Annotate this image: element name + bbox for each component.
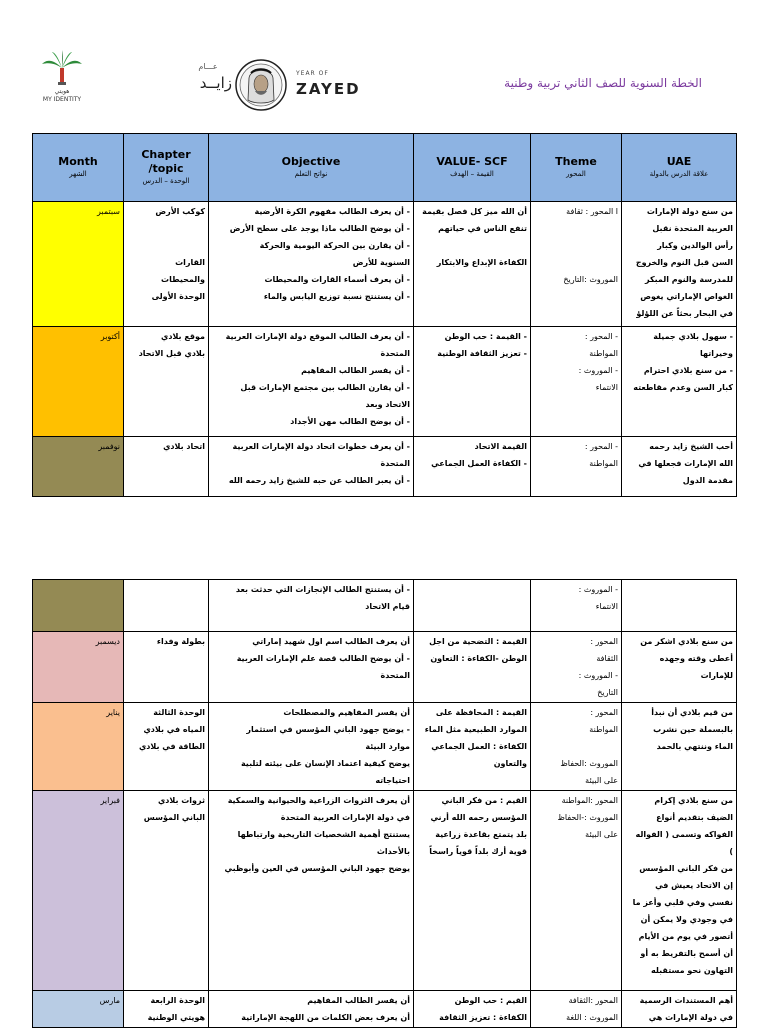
month-cell: سبتمبر	[33, 202, 124, 327]
uae-line: أهم المستندات الرسمية	[639, 996, 733, 1005]
page-title: الخطة السنوية للصف الثاني تربية وطنية	[504, 76, 702, 90]
objective-line: السنوية للأرض	[352, 258, 410, 267]
chapter-line: ثروات بلادي	[157, 796, 205, 805]
theme-line: المحور :المواطنة	[561, 796, 618, 805]
uae-line: أتصور في يوم من الأيام	[638, 932, 733, 941]
theme-line: - الموروث :	[578, 585, 618, 594]
zayed-arabic-name: زايــد	[199, 74, 232, 92]
table-row	[33, 580, 737, 632]
uae-line: من سنع دولة الإمارات	[646, 207, 733, 216]
theme-cell	[531, 202, 622, 327]
table-row	[33, 327, 737, 437]
chapter-line: والمحيطات	[161, 275, 205, 284]
table-row	[33, 632, 737, 703]
objective-line: - أن يستنتج نسبة توزيع اليابس والماء	[263, 292, 410, 301]
uae-cell	[622, 632, 737, 703]
month-cell: يناير	[33, 703, 124, 791]
chapter-cell	[124, 202, 209, 327]
value-line: الوطن -الكفاءة : التعاون	[430, 654, 527, 663]
chapter-line: الوحدة الأولى	[151, 292, 205, 301]
objective-line: موارد البيئة	[365, 742, 410, 751]
uae-line: الضيف بتقديم أنواع	[656, 813, 733, 822]
uae-line: أن أسمح بالتفريط به أو	[640, 949, 733, 958]
year-of-zayed-logo	[168, 58, 368, 118]
value-cell	[414, 632, 531, 703]
zayed-name: ZAYED	[296, 80, 361, 98]
chapter-line: الوحدة الرابعة	[150, 996, 205, 1005]
theme-line: المحور :الثقافة	[568, 996, 618, 1005]
chapter-line: الوحدة الثالثة	[153, 708, 205, 717]
objective-line: - أن يعرف الطالب مفهوم الكرة الأرضية	[254, 207, 410, 216]
theme-line: المحور :	[590, 637, 618, 646]
table-row	[33, 703, 737, 791]
value-line: الكفاءة : العمل الجماعي	[431, 742, 527, 751]
objective-line: أن يعرف الثروات الزراعية والحيوانية والسمكية	[227, 796, 410, 805]
objective-line: - أن يقارن بين الحركة اليومية والحركة	[259, 241, 410, 250]
chapter-cell	[124, 580, 209, 632]
value-line	[417, 581, 527, 598]
value-line: الكفاءة : تعزيز الثقافة	[439, 1013, 527, 1022]
page-header	[0, 0, 768, 130]
my-identity-arabic: هويتي	[54, 88, 70, 95]
uae-line: مقدمة الدول	[682, 476, 733, 485]
value-line: - تعزيز الثقافة الوطنية	[437, 349, 527, 358]
objective-cell	[209, 791, 414, 991]
theme-line: - الموروث :	[578, 671, 618, 680]
theme-line: الثقافة	[596, 654, 618, 663]
objective-cell	[209, 327, 414, 437]
value-line: تنفع الناس في حياتهم	[438, 224, 527, 233]
objective-line: المتحدة	[380, 459, 410, 468]
chapter-cell	[124, 991, 209, 1028]
objective-line: - أن يفسر الطالب المفاهيم	[301, 366, 410, 375]
chapter-line	[127, 237, 205, 254]
theme-cell	[531, 632, 622, 703]
uae-line: من قيم بلادي أن نبدأ	[651, 708, 733, 717]
chapter-line: اتحاد بلادي	[163, 442, 205, 451]
theme-line: على البيئة	[585, 830, 618, 839]
chapter-cell	[124, 632, 209, 703]
chapter-cell	[124, 791, 209, 991]
zayed-portrait-icon	[234, 58, 288, 112]
value-line: قوية أرك بلداً قوياً راسخاً	[429, 847, 527, 856]
theme-line: على البيئة	[585, 776, 618, 785]
annual-plan-table-2	[32, 579, 737, 1028]
objective-cell	[209, 703, 414, 791]
uae-line	[625, 581, 733, 598]
objective-line: - أن يعرف الطالب الموقع دولة الإمارات العربية	[225, 332, 410, 341]
value-cell	[414, 202, 531, 327]
chapter-line: كوكب الأرض	[155, 207, 205, 216]
objective-line: - أن يعرف خطوات اتحاد دولة الإمارات العربية	[232, 442, 410, 451]
column-header-chapter: Chapter /topic الوحدة – الدرس	[124, 134, 209, 202]
uae-line: أعطى وقته وجهده	[659, 654, 733, 663]
theme-line: - المحور :	[584, 332, 618, 341]
table-row	[33, 991, 737, 1028]
uae-line: في دولة الإمارات هي	[648, 1013, 733, 1022]
month-cell	[33, 580, 124, 632]
uae-cell	[622, 791, 737, 991]
theme-line	[534, 237, 618, 254]
zayed-arabic-year: عـــام	[198, 62, 218, 71]
theme-line: المواطنة	[589, 725, 618, 734]
uae-line: كبار السن وعدم مقاطعته	[633, 383, 733, 392]
uae-line: الماء وننتهي بالحمد	[656, 742, 733, 751]
theme-cell	[531, 791, 622, 991]
theme-line	[534, 220, 618, 237]
table-row	[33, 791, 737, 991]
chapter-line: الطاقة في بلادي	[138, 742, 205, 751]
palm-tree-icon	[22, 50, 102, 88]
objective-line: أن يفسر الطالب المفاهيم	[307, 996, 410, 1005]
uae-line: للمدرسة والنوم المبكر	[644, 275, 733, 284]
month-cell: أكتوبر	[33, 327, 124, 437]
uae-line: من سنع بلادي إكرام	[654, 796, 733, 805]
table-row	[33, 437, 737, 497]
objective-line: - أن يستنتج الطالب الإنجازات التي حدثت بعد	[235, 585, 410, 594]
objective-line: في دولة الإمارات العربية المتحدة	[280, 813, 410, 822]
theme-cell	[531, 437, 622, 497]
chapter-line: بطولة وفداء	[156, 637, 205, 646]
objective-line: الاتحاد وبعد	[365, 400, 410, 409]
column-header-value: VALUE- SCF القيمة – الهدف	[414, 134, 531, 202]
theme-cell	[531, 703, 622, 791]
theme-line: الانتماء	[595, 602, 618, 611]
objective-cell	[209, 437, 414, 497]
theme-line	[534, 254, 618, 271]
theme-line: الموروث :-الحفاظ	[557, 813, 618, 822]
uae-line: بالبسملة حين نشرب	[653, 725, 733, 734]
table-header-row	[33, 134, 737, 202]
my-identity-english: MY IDENTITY	[42, 96, 82, 103]
theme-cell	[531, 580, 622, 632]
value-line: القيم : حب الوطن	[454, 996, 527, 1005]
theme-line: المحور :	[590, 708, 618, 717]
value-line: بلد يتمتع بقاعدة زراعية	[435, 830, 527, 839]
objective-line: - أن يقارن الطالب بين مجتمع الإمارات قبل	[240, 383, 410, 392]
chapter-line: المياه في بلادي	[143, 725, 205, 734]
chapter-line	[127, 220, 205, 237]
zayed-year-of: YEAR OF	[296, 70, 329, 77]
objective-line: المتحدة	[380, 349, 410, 358]
objective-line: أن يعرف بعض الكلمات من اللهجة الإماراتية	[241, 1013, 410, 1022]
value-line: القيم : من فكر الباني	[441, 796, 527, 805]
month-cell: فبراير	[33, 791, 124, 991]
theme-cell	[531, 991, 622, 1028]
column-header-uae: UAE علاقة الدرس بالدولة	[622, 134, 737, 202]
uae-line: رأس الوالدين وكبار	[657, 241, 733, 250]
theme-cell	[531, 327, 622, 437]
value-cell	[414, 991, 531, 1028]
theme-line: - الموروث :	[578, 366, 618, 375]
month-cell: مارس	[33, 991, 124, 1028]
chapter-line: موقع بلادي	[161, 332, 205, 341]
objective-cell	[209, 202, 414, 327]
value-line: القيمة : المحافظة على	[435, 708, 527, 717]
objective-line: - أن يوضح الطالب قصة علم الإمارات العربية	[236, 654, 410, 663]
value-line: القيمة : التضحية من اجل	[429, 637, 527, 646]
value-line: المؤسس رحمه الله أرني	[430, 813, 527, 822]
chapter-cell	[124, 437, 209, 497]
objective-line: يوضح جهود الباني المؤسس في العين وأبوظبي	[224, 864, 410, 873]
uae-line: نفسي وفي قلبي وأعز ما	[632, 898, 733, 907]
objective-cell	[209, 991, 414, 1028]
uae-cell	[622, 580, 737, 632]
theme-line: المواطنة	[589, 459, 618, 468]
uae-line: - من سنع بلادي احترام	[643, 366, 733, 375]
value-cell	[414, 791, 531, 991]
uae-line: من فكر الباني المؤسس	[639, 864, 733, 873]
theme-line: التاريخ	[597, 688, 618, 697]
uae-line: التهاون نحو مستقبله	[651, 966, 733, 975]
value-cell	[414, 327, 531, 437]
uae-line: في البحار بحثاً عن اللؤلؤ	[636, 309, 733, 318]
value-cell	[414, 437, 531, 497]
uae-line: الغواص الإماراتي يغوص	[640, 292, 733, 301]
uae-line: للإمارات	[700, 671, 733, 680]
chapter-cell	[124, 327, 209, 437]
uae-line: - سهول بلادي جميلة	[653, 332, 733, 341]
objective-line: يوضح كيفية اعتماد الإنسان على بيئته لتلبية	[240, 759, 410, 768]
theme-line: الموروث :الحفاظ	[560, 759, 618, 768]
theme-line	[534, 738, 618, 755]
uae-line: السن قبل النوم والخروج	[635, 258, 733, 267]
chapter-line: هويتي الوطنية	[147, 1013, 205, 1022]
uae-line: )	[729, 847, 733, 856]
value-line: الموارد الطبيعية مثل الماء	[424, 725, 527, 734]
month-cell: نوفمبر	[33, 437, 124, 497]
uae-line: الفواكه وتسمى ( الفواله	[635, 830, 733, 839]
value-line: - القيمة : حب الوطن	[444, 332, 527, 341]
objective-line: بالأحداث	[376, 847, 410, 856]
uae-line: في وجودي ولا يمكن أن	[640, 915, 733, 924]
objective-line: - أن يعبر الطالب عن حبه للشيخ زايد رحمه الله	[228, 476, 410, 485]
column-header-theme: Theme المحور	[531, 134, 622, 202]
chapter-line: الباني المؤسس	[143, 813, 205, 822]
objective-line: - أن يوضح الطالب مهن الأجداد	[290, 417, 410, 426]
objective-cell	[209, 580, 414, 632]
chapter-line: القارات	[175, 258, 205, 267]
theme-line: - المحور :	[584, 442, 618, 451]
uae-cell	[622, 991, 737, 1028]
theme-line: ا المحور : ثقافة	[566, 207, 618, 216]
uae-line: إن الاتحاد يعيش في	[655, 881, 733, 890]
value-cell	[414, 580, 531, 632]
uae-line: وخيراتها	[699, 349, 733, 358]
value-line: والتعاون	[493, 759, 527, 768]
value-line	[417, 237, 527, 254]
theme-line: المواطنة	[589, 349, 618, 358]
annual-plan-table-1	[32, 133, 737, 497]
chapter-cell	[124, 703, 209, 791]
uae-cell	[622, 437, 737, 497]
objective-line: يستنتج أهمية الشخصيات التاريخية وارتباطها	[237, 830, 410, 839]
uae-cell	[622, 327, 737, 437]
objective-line: المتحدة	[380, 671, 410, 680]
value-line: الكفاءة الإبداع والابتكار	[436, 258, 527, 267]
objective-line: - أن يعرف أسماء القارات والمحيطات	[264, 275, 410, 284]
my-identity-logo	[22, 50, 102, 110]
column-header-month: Month الشهر	[33, 134, 124, 202]
objective-line: - يوضح جهود الباني المؤسس في استثمار	[246, 725, 410, 734]
uae-cell	[622, 703, 737, 791]
uae-line: العربية المتحدة نقبل	[652, 224, 733, 233]
uae-cell	[622, 202, 737, 327]
theme-line: الانتماء	[595, 383, 618, 392]
objective-line: أن يفسر المفاهيم والمصطلحات	[283, 708, 410, 717]
uae-line: أحب الشيخ زايد رحمه	[649, 442, 733, 451]
chapter-line	[127, 581, 205, 598]
value-line: القيمة الاتحاد	[474, 442, 527, 451]
value-cell	[414, 703, 531, 791]
table-row	[33, 202, 737, 327]
value-line: أن الله ميز كل فصل بقيمة	[422, 207, 527, 216]
column-header-objective: Objective نواتج التعلم	[209, 134, 414, 202]
objective-line: قيام الاتحاد	[365, 602, 410, 611]
objective-line: - أن يوضح الطالب ماذا يوجد على سطح الأرض	[229, 224, 410, 233]
objective-line: أن يعرف الطالب اسم اول شهيد إماراتي	[252, 637, 410, 646]
theme-line: الموروث : اللغة	[566, 1013, 618, 1022]
uae-line: الله الإمارات فجعلها في	[638, 459, 733, 468]
objective-cell	[209, 632, 414, 703]
objective-line: احتياجاته	[375, 776, 410, 785]
value-line: - الكفاءة العمل الجماعي	[431, 459, 527, 468]
month-cell: ديسمبر	[33, 632, 124, 703]
chapter-line: بلادي قبل الاتحاد	[138, 349, 205, 358]
theme-line: الموروث :التاريخ	[563, 275, 618, 284]
uae-line: من سنع بلادي اشكر من	[640, 637, 733, 646]
